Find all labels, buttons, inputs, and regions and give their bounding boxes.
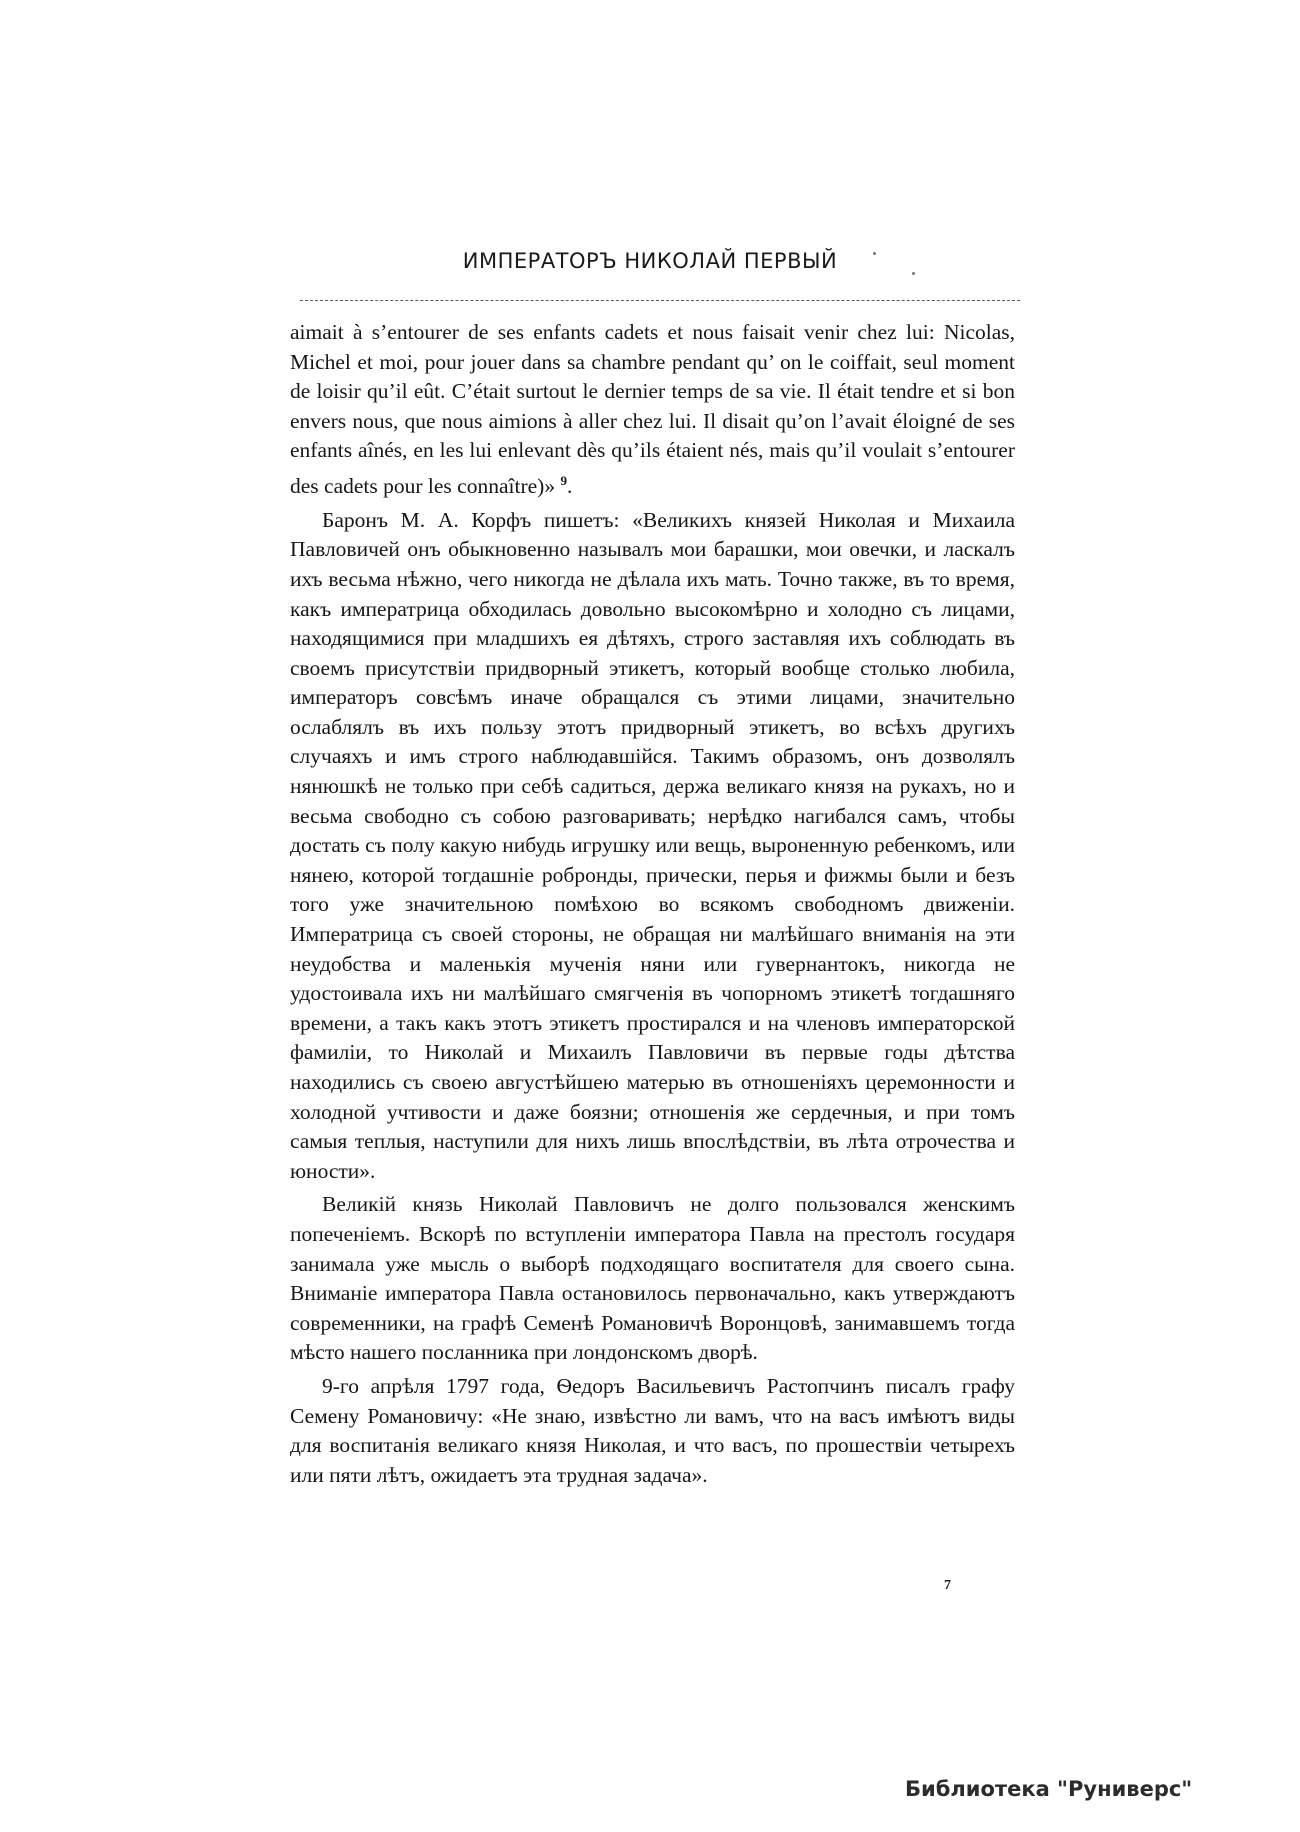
paragraph-korf: Баронъ М. А. Корфъ пишетъ: «Великихъ князей Николая и Михаила Павловичей онъ обыкновенно называлъ мои барашки, мои овечки, и ласкалъ ихъ весьма нѣжно, чего никогда не дѣлала ихъ мать. Точно также, въ то время, какъ императрица обходилась довольно высокомѣрно и холодно съ лицами, находящимися при младшихъ ея дѣтяхъ, строго заставляя ихъ соблюдать въ своемъ присутствіи придворный этикетъ, который вообще столько любила, императоръ совсѣмъ иначе обращался съ этими лицами, значительно ослаблялъ въ ихъ пользу этотъ придворный этикетъ, во всѣхъ другихъ случаяхъ и имъ строго наблюдавшійся. Такимъ образомъ, онъ дозволялъ нянюшкѣ не только при себѣ садиться, держа великаго князя на рукахъ, но и весьма свободно съ собою разговаривать; нерѣдко нагибался самъ, чтобы достать съ полу какую нибудь игрушку или вещь, выроненную ребенкомъ, или нянею, которой тогдашніе робронды, прически, перья и фижмы были и безъ того уже значительною помѣхою во всякомъ свободномъ движеніи. Императрица съ своей стороны, не обращая ни малѣйшаго вниманія на эти неудобства и маленькія мученія няни или гувернантокъ, никогда не удостоивала ихъ ни малѣйшаго смягченія въ чопорномъ этикетѣ тогдашняго времени, а такъ какъ этотъ этикетъ простирался и на членовъ императорской фамиліи, то Николай и Михаилъ Павловичи въ первые годы дѣтства находились съ своею августѣйшею матерью въ отношеніяхъ церемонности и холодной учтивости и даже боязни; отношенія же сердечныя, и при томъ самыя теплыя, наступили для нихъ лишь впослѣдствіи, въ лѣта отрочества и юности». xyxy=(290,507,1015,1183)
paragraph-nikolai: Великій князь Николай Павловичъ не долго пользовался женскимъ попеченіемъ. Вскорѣ по вступленіи императора Павла на престолъ государя занимала уже мысль о выборѣ подходящаго воспитателя для своего сына. Вниманіе императора Павла остановилось первоначально, какъ утверждаютъ современники, на графѣ Семенѣ Романовичѣ Воронцовѣ, занимавшемъ тогда мѣсто нашего посланника при лондонскомъ дворѣ. xyxy=(290,1192,1015,1365)
library-watermark: Библиотека "Руниверс" xyxy=(905,1777,1193,1801)
paragraph-rastopchin: 9-го апрѣля 1797 года, Ѳедоръ Васильевичъ Растопчинъ писалъ графу Семену Романовичу: «Не знаю, извѣстно ли вамъ, что на васъ имѣютъ виды для воспитанія великаго князя Николая, и что васъ, по прошествіи четырехъ или пяти лѣтъ, ожидаетъ эта трудная задача». xyxy=(290,1373,1015,1487)
paragraph-quote-french: aimait à s’entourer de ses enfants cadets et nous faisait venir chez lui: Nicolas, Michel et moi, pour jouer dans sa chambre pendant qu’ on le coiffait, seul moment de loisir qu’il eût. C’était surtout le dernier temps de sa vie. Il était tendre et si bon envers nous, que nous aimions à aller chez lui. Il disait qu’on l’avait éloigné de ses enfants aînés, en les lui enlevant dès qu’ils étaient nés, mais qu’il voulait s’entourer des cadets pour les connaître)» $^9$. xyxy=(290,320,1015,499)
print-speck xyxy=(873,252,876,255)
footnote-reference: 9 xyxy=(560,472,567,488)
body-text xyxy=(290,318,1015,1490)
running-title: ИМПЕРАТОРЪ НИКОЛАЙ ПЕРВЫЙ xyxy=(462,249,838,273)
print-speck xyxy=(912,272,915,275)
header-rule xyxy=(300,300,1020,301)
page-number: 7 xyxy=(944,1578,951,1593)
paragraph-text: aimait à s’entourer de ses enfants cadets et nous faisait venir chez lui: Nicolas, Michel et moi, pour jouer dans sa chambre pendant qu’ on le coiffait, seul moment de loisir qu’il eût. C’était surtout le dernier temps de sa vie. Il était tendre et si bon envers nous, que nous aimions à aller chez lui. Il disait qu’on l’avait éloigné de ses enfants aînés, en les lui enlevant dès qu’ils étaient nés, mais qu’il voulait s’entourer des cadets pour les connaître)» xyxy=(290,320,1015,499)
